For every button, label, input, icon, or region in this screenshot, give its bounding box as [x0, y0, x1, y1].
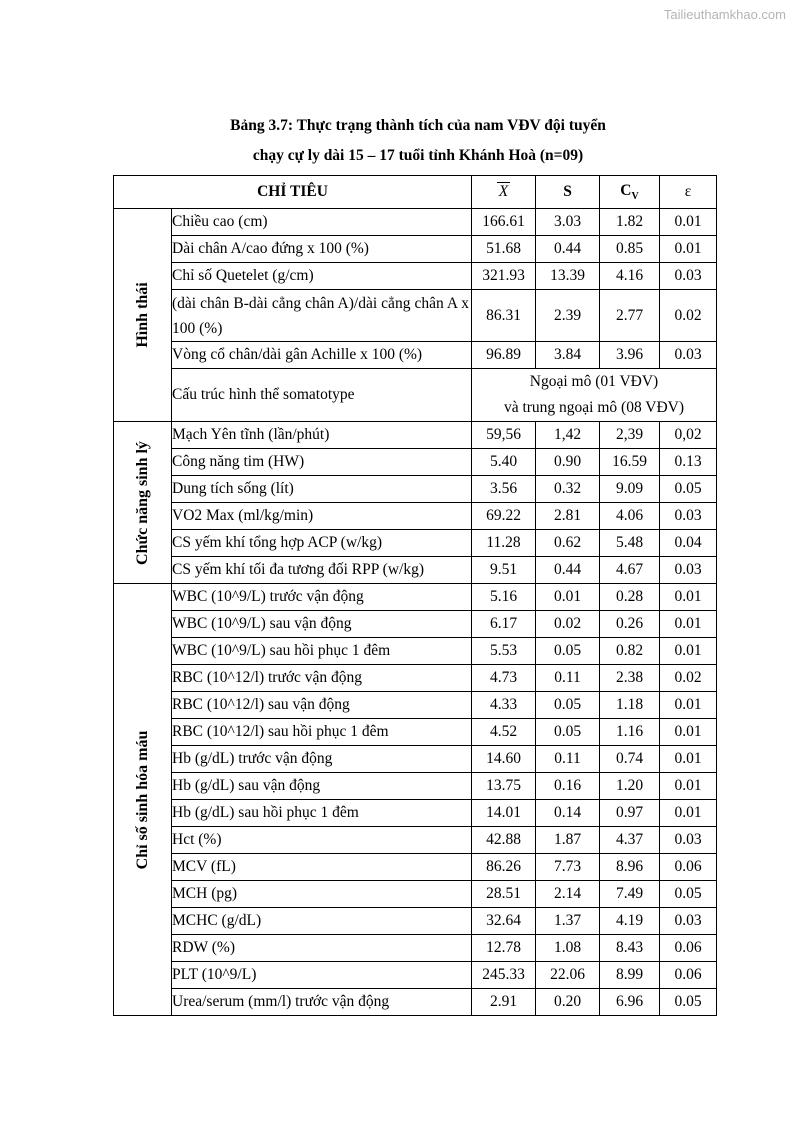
criterion-label: RDW (%)	[172, 935, 472, 962]
epsilon-value: 0.03	[660, 827, 717, 854]
sd-value: 2.39	[536, 290, 600, 342]
mean-value: 42.88	[472, 827, 536, 854]
criterion-label: (dài chân B-dài cẳng chân A)/dài cẳng chân A x 100 (%)	[172, 290, 472, 342]
criterion-label: RBC (10^12/l) trước vận động	[172, 665, 472, 692]
sd-value: 22.06	[536, 962, 600, 989]
sd-value: 3.03	[536, 209, 600, 236]
epsilon-value: 0.04	[660, 530, 717, 557]
group-label-cell	[114, 584, 172, 1016]
table-row	[114, 422, 717, 449]
group-label: Chức năng sinh lý	[133, 440, 151, 565]
mean-value: 12.78	[472, 935, 536, 962]
sd-value: 0.05	[536, 638, 600, 665]
epsilon-value: 0.01	[660, 719, 717, 746]
mean-value: 51.68	[472, 236, 536, 263]
header-mean	[472, 176, 536, 209]
mean-value: 28.51	[472, 881, 536, 908]
table-row	[114, 719, 717, 746]
mean-value: 13.75	[472, 773, 536, 800]
somatotype-line-2: và trung ngoại mô (08 VĐV)	[503, 399, 685, 416]
cv-value: 0.85	[600, 236, 660, 263]
header-row	[114, 176, 717, 209]
criterion-label: Chiều cao (cm)	[172, 209, 472, 236]
table-row	[114, 692, 717, 719]
cv-value: 3.96	[600, 342, 660, 369]
epsilon-value: 0.01	[660, 746, 717, 773]
criterion-label: Mạch Yên tĩnh (lần/phút)	[172, 422, 472, 449]
table-row	[114, 800, 717, 827]
sd-value: 0.11	[536, 746, 600, 773]
epsilon-value: 0.05	[660, 881, 717, 908]
table-row	[114, 342, 717, 369]
mean-value: 86.31	[472, 290, 536, 342]
cv-subscript: V	[631, 191, 639, 203]
header-criteria: CHỈ TIÊU	[114, 176, 472, 209]
epsilon-value: 0.03	[660, 503, 717, 530]
cv-value: 0.28	[600, 584, 660, 611]
mean-value: 321.93	[472, 263, 536, 290]
epsilon-value: 0.06	[660, 962, 717, 989]
cv-value: 8.43	[600, 935, 660, 962]
table-row	[114, 989, 717, 1016]
somatotype-result-cell	[472, 369, 717, 422]
mean-value: 14.60	[472, 746, 536, 773]
mean-value: 5.53	[472, 638, 536, 665]
epsilon-value: 0.01	[660, 584, 717, 611]
epsilon-value: 0.03	[660, 908, 717, 935]
mean-symbol: X	[498, 183, 509, 200]
mean-value: 59,56	[472, 422, 536, 449]
criterion-label: CS yếm khí tối đa tương đối RPP (w/kg)	[172, 557, 472, 584]
table-row	[114, 881, 717, 908]
table-body	[114, 209, 717, 1016]
sd-value: 0.05	[536, 719, 600, 746]
epsilon-value: 0.06	[660, 854, 717, 881]
table-row	[114, 263, 717, 290]
table-row	[114, 584, 717, 611]
epsilon-value: 0.03	[660, 557, 717, 584]
sd-value: 0.01	[536, 584, 600, 611]
cv-value: 2.38	[600, 665, 660, 692]
sd-value: 0.90	[536, 449, 600, 476]
criterion-label: CS yếm khí tổng hợp ACP (w/kg)	[172, 530, 472, 557]
mean-value: 6.17	[472, 611, 536, 638]
epsilon-value: 0.01	[660, 692, 717, 719]
group-label-cell	[114, 422, 172, 584]
cv-value: 7.49	[600, 881, 660, 908]
criterion-label: Hct (%)	[172, 827, 472, 854]
table-row	[114, 290, 717, 342]
table-row	[114, 449, 717, 476]
cv-value: 4.16	[600, 263, 660, 290]
sd-value: 1.87	[536, 827, 600, 854]
cv-value: 4.37	[600, 827, 660, 854]
mean-value: 4.52	[472, 719, 536, 746]
sd-value: 1,42	[536, 422, 600, 449]
table-row	[114, 746, 717, 773]
mean-value: 32.64	[472, 908, 536, 935]
cv-value: 16.59	[600, 449, 660, 476]
sd-value: 0.02	[536, 611, 600, 638]
epsilon-value: 0.06	[660, 935, 717, 962]
criterion-label: WBC (10^9/L) trước vận động	[172, 584, 472, 611]
criterion-label: RBC (10^12/l) sau hồi phục 1 đêm	[172, 719, 472, 746]
mean-value: 4.73	[472, 665, 536, 692]
table-row	[114, 827, 717, 854]
criterion-label: MCH (pg)	[172, 881, 472, 908]
epsilon-value: 0.13	[660, 449, 717, 476]
criterion-label: Công năng tim (HW)	[172, 449, 472, 476]
table-row	[114, 962, 717, 989]
criterion-label: Dài chân A/cao đứng x 100 (%)	[172, 236, 472, 263]
criterion-label: Chỉ số Quetelet (g/cm)	[172, 263, 472, 290]
sd-value: 0.62	[536, 530, 600, 557]
cv-value: 2.77	[600, 290, 660, 342]
cv-value: 4.19	[600, 908, 660, 935]
cv-value: 9.09	[600, 476, 660, 503]
mean-value: 245.33	[472, 962, 536, 989]
somatotype-line-1: Ngoại mô (01 VĐV)	[529, 373, 659, 390]
table-row	[114, 236, 717, 263]
group-label-cell	[114, 209, 172, 422]
mean-value: 166.61	[472, 209, 536, 236]
mean-value: 5.40	[472, 449, 536, 476]
criterion-label: Urea/serum (mm/l) trước vận động	[172, 989, 472, 1016]
cv-value: 1.20	[600, 773, 660, 800]
table-row	[114, 557, 717, 584]
sd-value: 2.14	[536, 881, 600, 908]
sd-value: 0.14	[536, 800, 600, 827]
cv-value: 2,39	[600, 422, 660, 449]
cv-value: 4.06	[600, 503, 660, 530]
table-row	[114, 476, 717, 503]
criterion-label: WBC (10^9/L) sau hồi phục 1 đêm	[172, 638, 472, 665]
cv-value: 1.18	[600, 692, 660, 719]
table-row	[114, 665, 717, 692]
sd-value: 3.84	[536, 342, 600, 369]
cv-value: 1.16	[600, 719, 660, 746]
table-row	[114, 908, 717, 935]
sd-value: 13.39	[536, 263, 600, 290]
header-cv	[600, 176, 660, 209]
sd-value: 0.44	[536, 557, 600, 584]
table-row	[114, 638, 717, 665]
epsilon-value: 0.05	[660, 476, 717, 503]
mean-value: 4.33	[472, 692, 536, 719]
results-table	[113, 175, 717, 1016]
group-label: Chỉ số sinh hóa máu	[133, 730, 151, 869]
header-sd: S	[536, 176, 600, 209]
epsilon-value: 0,02	[660, 422, 717, 449]
criterion-label: WBC (10^9/L) sau vận động	[172, 611, 472, 638]
cv-value: 0.26	[600, 611, 660, 638]
cv-value: 8.96	[600, 854, 660, 881]
watermark: Tailieuthamkhao.com	[663, 7, 786, 22]
table-row	[114, 503, 717, 530]
mean-value: 2.91	[472, 989, 536, 1016]
sd-value: 0.16	[536, 773, 600, 800]
sd-value: 0.05	[536, 692, 600, 719]
epsilon-value: 0.02	[660, 665, 717, 692]
table-caption-line-1: Bảng 3.7: Thực trạng thành tích của nam VĐV đội tuyển	[230, 117, 606, 134]
criterion-label: MCV (fL)	[172, 854, 472, 881]
cv-symbol: C	[620, 181, 632, 199]
header-epsilon: ε	[660, 176, 717, 209]
cv-value: 4.67	[600, 557, 660, 584]
mean-value: 69.22	[472, 503, 536, 530]
cv-value: 8.99	[600, 962, 660, 989]
cv-value: 0.74	[600, 746, 660, 773]
mean-value: 3.56	[472, 476, 536, 503]
sd-value: 0.32	[536, 476, 600, 503]
cv-value: 0.82	[600, 638, 660, 665]
criterion-label: Vòng cổ chân/dài gân Achille x 100 (%)	[172, 342, 472, 369]
group-label: Hình thái	[133, 282, 151, 348]
sd-value: 0.20	[536, 989, 600, 1016]
epsilon-value: 0.01	[660, 638, 717, 665]
cv-value: 1.82	[600, 209, 660, 236]
criterion-label: Hb (g/dL) sau vận động	[172, 773, 472, 800]
epsilon-value: 0.01	[660, 209, 717, 236]
mean-value: 86.26	[472, 854, 536, 881]
criterion-label: PLT (10^9/L)	[172, 962, 472, 989]
table-row	[114, 369, 717, 422]
criterion-label: Hb (g/dL) trước vận động	[172, 746, 472, 773]
mean-value: 5.16	[472, 584, 536, 611]
cv-value: 6.96	[600, 989, 660, 1016]
epsilon-value: 0.05	[660, 989, 717, 1016]
table-row	[114, 935, 717, 962]
criterion-label: MCHC (g/dL)	[172, 908, 472, 935]
mean-value: 11.28	[472, 530, 536, 557]
cv-value: 0.97	[600, 800, 660, 827]
criterion-label: Hb (g/dL) sau hồi phục 1 đêm	[172, 800, 472, 827]
epsilon-value: 0.02	[660, 290, 717, 342]
table-row	[114, 611, 717, 638]
epsilon-value: 0.01	[660, 236, 717, 263]
criterion-label: VO2 Max (ml/kg/min)	[172, 503, 472, 530]
mean-value: 96.89	[472, 342, 536, 369]
sd-value: 7.73	[536, 854, 600, 881]
epsilon-value: 0.01	[660, 800, 717, 827]
criterion-label: RBC (10^12/l) sau vận động	[172, 692, 472, 719]
epsilon-value: 0.03	[660, 263, 717, 290]
criterion-label: Cấu trúc hình thể somatotype	[172, 369, 472, 422]
sd-value: 0.44	[536, 236, 600, 263]
epsilon-value: 0.01	[660, 773, 717, 800]
mean-value: 9.51	[472, 557, 536, 584]
table-row	[114, 854, 717, 881]
cv-value: 5.48	[600, 530, 660, 557]
table-caption-line-2: chạy cự ly dài 15 – 17 tuổi tỉnh Khánh Hoà (n=09)	[252, 147, 584, 164]
sd-value: 2.81	[536, 503, 600, 530]
sd-value: 0.11	[536, 665, 600, 692]
table-row	[114, 209, 717, 236]
criterion-label: Dung tích sống (lít)	[172, 476, 472, 503]
table-row	[114, 773, 717, 800]
sd-value: 1.37	[536, 908, 600, 935]
sd-value: 1.08	[536, 935, 600, 962]
epsilon-value: 0.01	[660, 611, 717, 638]
epsilon-value: 0.03	[660, 342, 717, 369]
table-row	[114, 530, 717, 557]
mean-value: 14.01	[472, 800, 536, 827]
